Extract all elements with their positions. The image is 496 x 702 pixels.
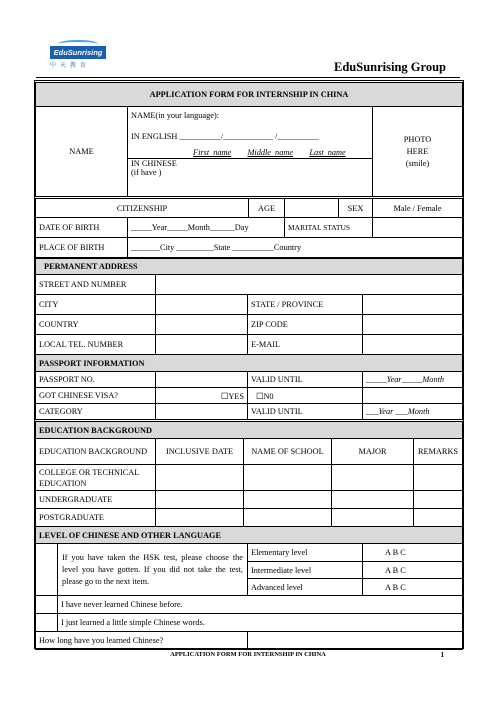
zip-label: ZIP CODE	[248, 315, 363, 335]
tel-field[interactable]	[156, 335, 248, 355]
page-number: 1	[440, 651, 444, 659]
education-cell[interactable]	[156, 465, 244, 491]
form-top-table	[35, 82, 463, 197]
category-field[interactable]	[156, 404, 248, 420]
state-field[interactable]	[363, 295, 463, 315]
name-parts	[131, 148, 369, 157]
citizenship-label: CITIZENSHIP	[36, 199, 249, 218]
education-cell[interactable]	[332, 465, 414, 491]
company-logo	[50, 42, 106, 70]
name-english-line: IN ENGLISH __________/____________ /__________	[131, 132, 319, 141]
education-cell[interactable]	[414, 491, 463, 509]
table-row	[36, 491, 463, 509]
age-field[interactable]	[285, 199, 339, 218]
marital-label: MARITAL STATUS	[285, 218, 373, 238]
dob-label: DATE OF BIRTH	[36, 218, 128, 238]
level-intermediate-options[interactable]: A B C	[363, 562, 463, 579]
street-label: STREET AND NUMBER	[36, 275, 156, 295]
little-checkbox[interactable]	[36, 614, 58, 632]
education-cell[interactable]	[414, 509, 463, 527]
footer-title: APPLICATION FORM FOR INTERNSHIP IN CHINA	[170, 651, 326, 658]
name-label: NAME	[36, 107, 128, 197]
pob-label: PLACE OF BIRTH	[36, 238, 128, 258]
passport-no-label: PASSPORT NO.	[36, 372, 156, 388]
city-label: CITY	[36, 295, 156, 315]
level-elementary-options[interactable]: A B C	[363, 544, 463, 562]
education-col-date: INCLUSIVE DATE	[156, 439, 244, 465]
photo-label: PHOTO	[403, 134, 432, 144]
visa-blank	[363, 388, 463, 404]
never-learned: I have never learned Chinese before.	[58, 596, 463, 614]
email-field[interactable]	[363, 335, 463, 355]
education-cell[interactable]	[244, 509, 332, 527]
hsk-instructions: If you have taken the HSK test, please choose the level you have gotten. If you did not take the test, please go to the next item.	[58, 544, 248, 596]
email-label: E-MAIL	[248, 335, 363, 355]
passport-no-field[interactable]	[156, 372, 248, 388]
education-cell[interactable]	[414, 465, 463, 491]
visa-valid-label: VALID UNTIL	[248, 404, 363, 420]
table-row	[36, 465, 463, 491]
education-col-major: MAJOR	[332, 439, 414, 465]
street-field[interactable]	[156, 275, 463, 295]
how-long-label: How long have you learned Chinese?	[36, 632, 248, 650]
logo-chinese: 中天教育	[50, 62, 91, 69]
language-table	[35, 526, 463, 650]
pob-field[interactable]: _______City _________State __________Country	[128, 238, 463, 258]
education-row-undergraduate: UNDERGRADUATE	[36, 491, 156, 509]
visa-no-checkbox[interactable]: ☐N0	[248, 388, 363, 404]
sex-label: SEX	[339, 199, 373, 218]
personal-table	[35, 198, 463, 258]
photo-label-3: (smile)	[405, 158, 430, 168]
hsk-checkbox-cell[interactable]	[36, 544, 58, 596]
education-cell[interactable]	[244, 465, 332, 491]
education-cell[interactable]	[332, 491, 414, 509]
name-chinese-note: (if have )	[131, 168, 162, 177]
dob-field[interactable]: _____Year_____Month______Day	[128, 218, 285, 238]
address-heading: PERMANENT ADDRESS	[36, 259, 463, 275]
name-cell[interactable]	[128, 107, 373, 197]
visa-valid-field[interactable]: ___Year ___Month	[363, 404, 463, 420]
visa-yes-checkbox[interactable]: ☐YES	[156, 388, 248, 404]
education-cell[interactable]	[332, 509, 414, 527]
table-row	[36, 509, 463, 527]
education-heading: EDUCATION BACKGROUND	[36, 422, 463, 439]
level-elementary: Elementary level	[248, 544, 363, 562]
level-advanced: Advanced level	[248, 579, 363, 596]
last-name-label: Last name	[309, 148, 346, 157]
visa-label: GOT CHINESE VISA?	[36, 388, 156, 404]
logo-wordmark: EduSunrising	[50, 46, 106, 59]
first-name-label: First name	[193, 148, 232, 157]
company-name: EduSunrising Group	[334, 60, 446, 74]
level-advanced-options[interactable]: A B C	[363, 579, 463, 596]
tel-label: LOCAL TEL. NUMBER	[36, 335, 156, 355]
country-field[interactable]	[156, 315, 248, 335]
logo-swoosh	[58, 40, 98, 48]
education-cell[interactable]	[156, 509, 244, 527]
category-label: CATEGORY	[36, 404, 156, 420]
never-checkbox[interactable]	[36, 596, 58, 614]
address-table	[35, 258, 463, 355]
name-chinese-label: IN CHINESE	[131, 159, 177, 168]
city-field[interactable]	[156, 295, 248, 315]
level-intermediate: Intermediate level	[248, 562, 363, 579]
education-table	[35, 421, 463, 527]
education-col-school: NAME OF SCHOOL	[244, 439, 332, 465]
photo-box[interactable]	[373, 107, 463, 197]
education-cell[interactable]	[156, 491, 244, 509]
education-col-remarks: REMARKS	[414, 439, 463, 465]
education-row-postgraduate: POSTGRADUATE	[36, 509, 156, 527]
education-row-college: COLLEGE OR TECHNICAL EDUCATION	[36, 465, 156, 491]
state-label: STATE / PROVINCE	[248, 295, 363, 315]
passport-valid-field[interactable]: _____Year_____Month	[363, 372, 463, 388]
zip-field[interactable]	[363, 315, 463, 335]
education-col-background: EDUCATION BACKGROUND	[36, 439, 156, 465]
passport-table	[35, 354, 463, 420]
photo-label-2: HERE	[406, 146, 429, 156]
language-heading: LEVEL OF CHINESE AND OTHER LANGUAGE	[36, 527, 463, 544]
header-rule	[36, 77, 460, 78]
name-native-label: NAME(in your language):	[131, 111, 220, 120]
education-cell[interactable]	[244, 491, 332, 509]
form-title: APPLICATION FORM FOR INTERNSHIP IN CHINA	[36, 83, 463, 107]
sex-options[interactable]: Male / Female	[373, 199, 463, 218]
how-long-field[interactable]	[248, 632, 463, 650]
little-learned: I just learned a little simple Chinese words.	[58, 614, 463, 632]
passport-valid-label: VALID UNTIL	[248, 372, 363, 388]
marital-field[interactable]	[373, 218, 463, 238]
age-label: AGE	[249, 199, 285, 218]
middle-name-label: Middle name	[247, 148, 294, 157]
passport-heading: PASSPORT INFORMATION	[36, 355, 463, 372]
country-label: COUNTRY	[36, 315, 156, 335]
